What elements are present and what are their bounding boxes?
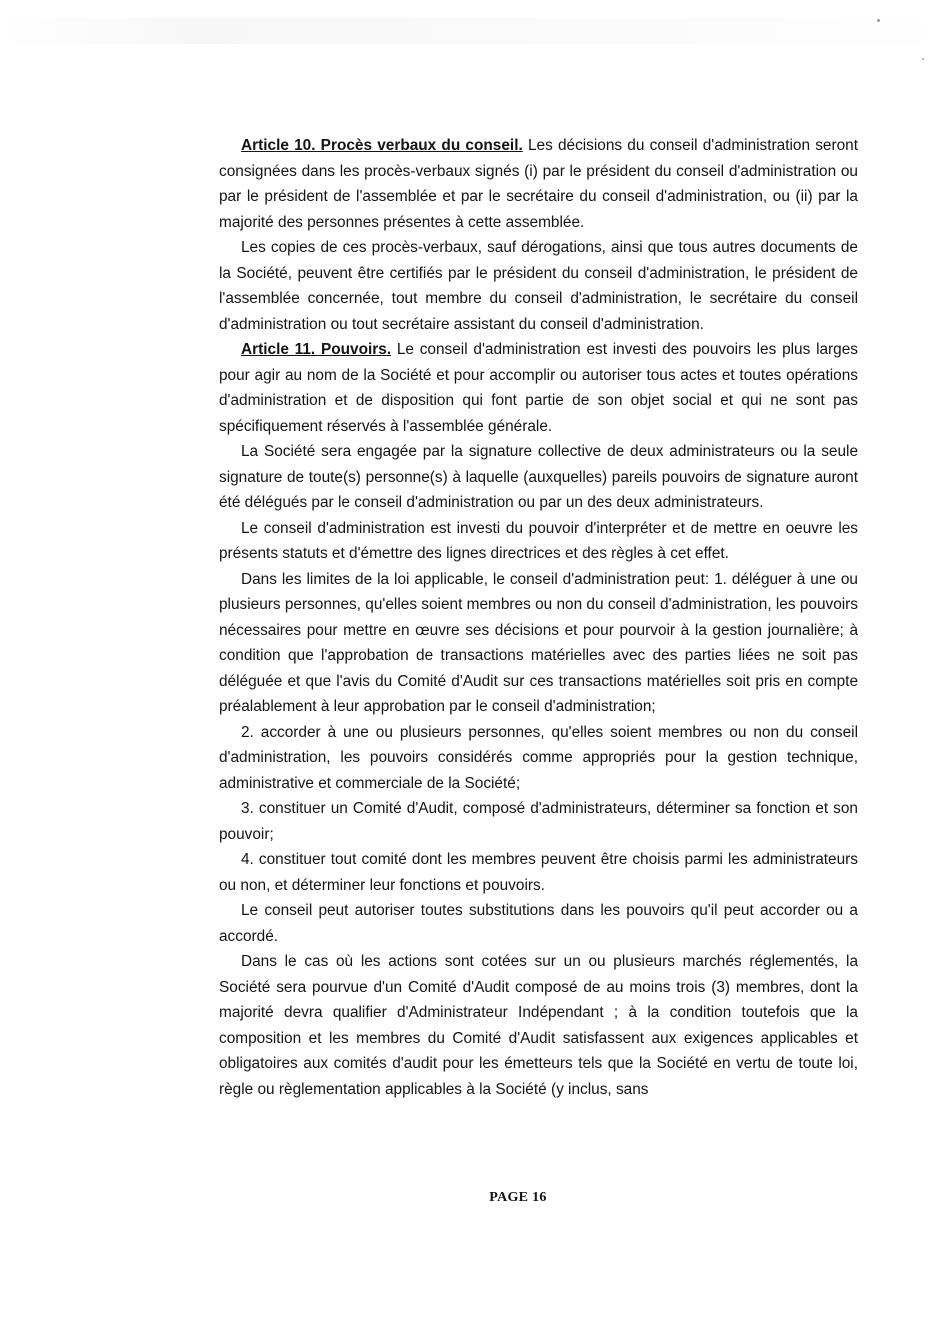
paragraph-text: Dans les limites de la loi applicable, le conseil d'administration peut: 1. déléguer à une ou plusieurs personnes, qu'elles soient membres ou non du conseil d'administration, les pouvoirs nécessaires pour mettre en œuvre ses décisions et pour pourvoir à la gestion journalière; à condition que l'approbation de transactions matérielles avec des parties liées ne soit pas déléguée et que l'avis du Comité d'Audit sur ces transactions matérielles soit pris en compte préalablement à leur approbation par le conseil d'administration;	[219, 570, 858, 715]
paragraph	[219, 720, 858, 797]
paragraph-text: Le conseil d'administration est investi des pouvoirs les plus larges pour agir au nom de la Société et pour accomplir ou autoriser tous actes et toutes opérations d'administration et de disposition qui font partie de son objet social et qui ne sont pas spécifiquement réservés à l'assemblée générale.	[219, 341, 858, 435]
paragraph-text: 3. constituer un Comité d'Audit, composé d'administrateurs, déterminer sa fonction et son pouvoir;	[219, 800, 858, 843]
article-heading: Article 10. Procès verbaux du conseil.	[241, 137, 523, 154]
paragraph	[219, 847, 858, 898]
paragraph	[219, 439, 858, 516]
paragraph-text: Les décisions du conseil d'administration seront consignées dans les procès-verbaux signés (i) par le président du conseil d'administration ou par le président de l'assemblée et par le secrétaire du conseil d'administration, ou (ii) par la majorité des personnes présentes à cette assemblée.	[219, 137, 858, 231]
scan-artifact-dot	[877, 19, 880, 22]
article-heading: Article 11. Pouvoirs.	[241, 341, 392, 358]
paragraph-text: 4. constituer tout comité dont les membres peuvent être choisis parmi les administrateurs ou non, et déterminer leur fonctions et pouvoirs.	[219, 851, 858, 894]
paragraph-text: 2. accorder à une ou plusieurs personnes, qu'elles soient membres ou non du conseil d'administration, les pouvoirs considérés comme appropriés pour la gestion technique, administrative et commerciale de la Société;	[219, 723, 858, 792]
scan-artifact-band	[0, 18, 950, 44]
paragraph-text: Dans le cas où les actions sont cotées sur un ou plusieurs marchés réglementés, la Société sera pourvue d'un Comité d'Audit composé de au moins trois (3) membres, dont la majorité devra qualifier d'Administrateur Indépendant ; à la condition toutefois que la composition et les membres du Comité d'Audit satisfassent aux exigences applicables et obligatoires aux comités d'audit pour les émetteurs tels que la Société en vertu de toute loi, règle ou règlementation applicables à la Société (y inclus, sans	[219, 953, 858, 1098]
paragraph	[219, 516, 858, 567]
paragraph-article-11	[219, 337, 858, 439]
document-body	[219, 133, 858, 1102]
paragraph-text: Les copies de ces procès-verbaux, sauf dérogations, ainsi que tous autres documents de la Société, peuvent être certifiés par le président du conseil d'administration, le président de l'assemblée concernée, tout membre du conseil d'administration, le secrétaire du conseil d'administration ou tout secrétaire assistant du conseil d'administration.	[219, 239, 858, 333]
paragraph-text: Le conseil peut autoriser toutes substitutions dans les pouvoirs qu'il peut accorder ou a accordé.	[219, 902, 858, 945]
paragraph-text: Le conseil d'administration est investi du pouvoir d'interpréter et de mettre en oeuvre les présents statuts et d'émettre des lignes directrices et des règles à cet effet.	[219, 519, 858, 562]
page-number: PAGE 16	[489, 1190, 547, 1205]
paragraph	[219, 949, 858, 1102]
paragraph	[219, 796, 858, 847]
paragraph	[219, 567, 858, 720]
paragraph-article-10	[219, 133, 858, 235]
paragraph	[219, 235, 858, 337]
paragraph	[219, 898, 858, 949]
scan-artifact-dot	[922, 58, 924, 60]
paragraph-text: La Société sera engagée par la signature collective de deux administrateurs ou la seule signature de toute(s) personne(s) à laquelle (auxquelles) pareils pouvoirs de signature auront été délégués par le conseil d'administration ou par un des deux administrateurs.	[219, 443, 858, 511]
